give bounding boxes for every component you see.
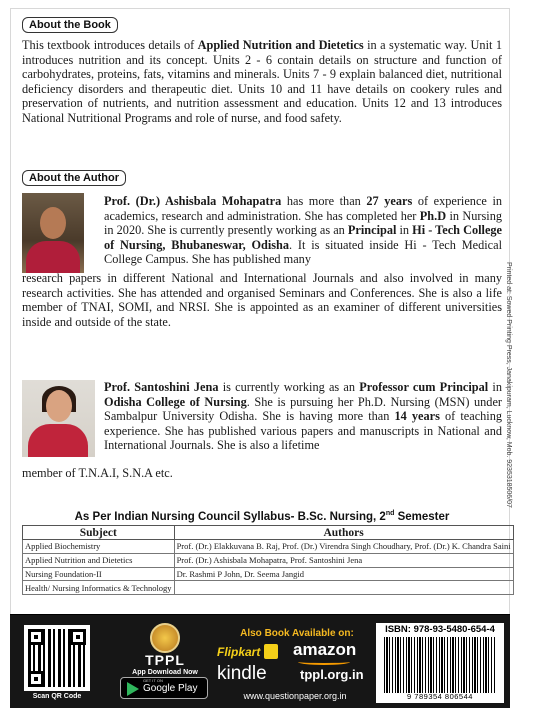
table-row — [23, 567, 514, 581]
subject-authors-table — [22, 525, 514, 595]
isbn-number: ISBN: 978-93-5480-654-4 — [385, 624, 495, 635]
authors-cell — [174, 581, 513, 595]
authors-cell: Prof. (Dr.) Elakkuvana B. Raj, Prof. (Dr.) Virendra Singh Choudhary, Prof. (Dr.) K. Chandra Saini — [174, 540, 513, 554]
kindle-logo[interactable]: kindle — [217, 663, 267, 684]
table-row — [23, 553, 514, 567]
author-2-bio: Prof. Santoshini Jena is currently working as an Professor cum Principal in Odisha College of Nursing. She is pursuing her Ph.D. Nursing (MSN) under Sambalpur University Odisha. She is having more than 14 years of teaching experience. She has published various papers and manuscripts in National and International Journals. She is also a lifetime — [104, 380, 503, 453]
qr-code[interactable] — [24, 625, 90, 691]
publisher-logo-icon — [150, 623, 180, 653]
get-it-on-label: GET IT ON — [143, 678, 163, 683]
barcode-icon — [384, 637, 496, 693]
authors-cell: Prof. (Dr.) Ashisbala Mohapatra, Prof. Santoshini Jena — [174, 553, 513, 567]
authors-header: Authors — [174, 526, 513, 540]
table-row — [23, 581, 514, 595]
amazon-smile-icon — [298, 659, 350, 665]
app-download-label: App Download Now — [132, 669, 198, 676]
author-1-bio: Prof. (Dr.) Ashisbala Mohapatra has more than 27 years of experience in academics, research and administration. She has completed her Ph.D in Nursing in 2020. She is currently presently working as an Principal in Hi - Tech College of Nursing, Bhubaneswar, Odisha. It is situated inside Hi - Tech Medical College Campus. She has published many — [104, 194, 503, 267]
subject-cell: Health/ Nursing Informatics & Technology — [23, 581, 175, 595]
author-1-bio-continued: research papers in different National and International Journals and also involved in many research activities. She has attended and organised Seminars and Conferences. She is also a life member of TNAI, SOMI, and NRSI. She is appointed as an examiner of different universities inside and outside of the state. — [22, 271, 502, 329]
play-store-icon — [127, 682, 139, 696]
flipkart-bag-icon — [264, 644, 278, 659]
qr-label: Scan QR Code — [32, 693, 82, 700]
author-2-bio-continued: member of T.N.A.I, S.N.A etc. — [22, 466, 173, 480]
syllabus-title: As Per Indian Nursing Council Syllabus- B.Sc. Nursing, 2nd Semester — [74, 510, 450, 523]
amazon-logo[interactable]: amazon — [293, 640, 357, 659]
barcode-digits: 9 789354 806544 — [407, 692, 473, 701]
author-2-photo — [22, 380, 95, 457]
table-row — [23, 540, 514, 554]
about-book-text: This textbook introduces details of Applied Nutrition and Dietetics in a systematic way. Unit 1 introduces nutrition and its concept. Units 2 - 6 contain details on structure and function of carbohydrates, proteins, fats, vitamins and minerals. Units 7 - 9 explain balanced diet, nutritional deficiency disorders and therapeutic diet. Units 10 and 11 have details on cookery rules and preservation of nutrients, and nutrition assessment and education. Units 12 and 13 introduces National Nutritional Programs and role of nurse, and food safety. — [22, 38, 502, 125]
about-author-heading: About the Author — [22, 170, 126, 186]
publisher-name: TPPL — [145, 652, 185, 668]
author-1-photo — [22, 193, 84, 273]
flipkart-logo[interactable]: Flipkart — [217, 645, 261, 659]
subject-cell: Applied Nutrition and Dietetics — [23, 553, 175, 567]
subject-cell: Applied Biochemistry — [23, 540, 175, 554]
isbn-box — [376, 623, 504, 703]
table-header-row — [23, 526, 514, 540]
printer-note: Printed at: Sowed Printing Press, Janakipuram, Lucknow, Mob. 9235318506/07 — [505, 262, 512, 508]
subject-header: Subject — [23, 526, 175, 540]
tppl-website-link[interactable]: tppl.org.in — [300, 667, 364, 682]
about-book-heading: About the Book — [22, 17, 118, 33]
questionpaper-website-link[interactable]: www.questionpaper.org.in — [243, 691, 347, 701]
google-play-label: Google Play — [143, 683, 198, 694]
also-available-label: Also Book Available on: — [240, 628, 354, 639]
subject-cell: Nursing Foundation-II — [23, 567, 175, 581]
google-play-badge[interactable] — [120, 677, 208, 699]
authors-cell: Dr. Rashmi P John, Dr. Seema Jangid — [174, 567, 513, 581]
footer-band — [10, 614, 510, 708]
